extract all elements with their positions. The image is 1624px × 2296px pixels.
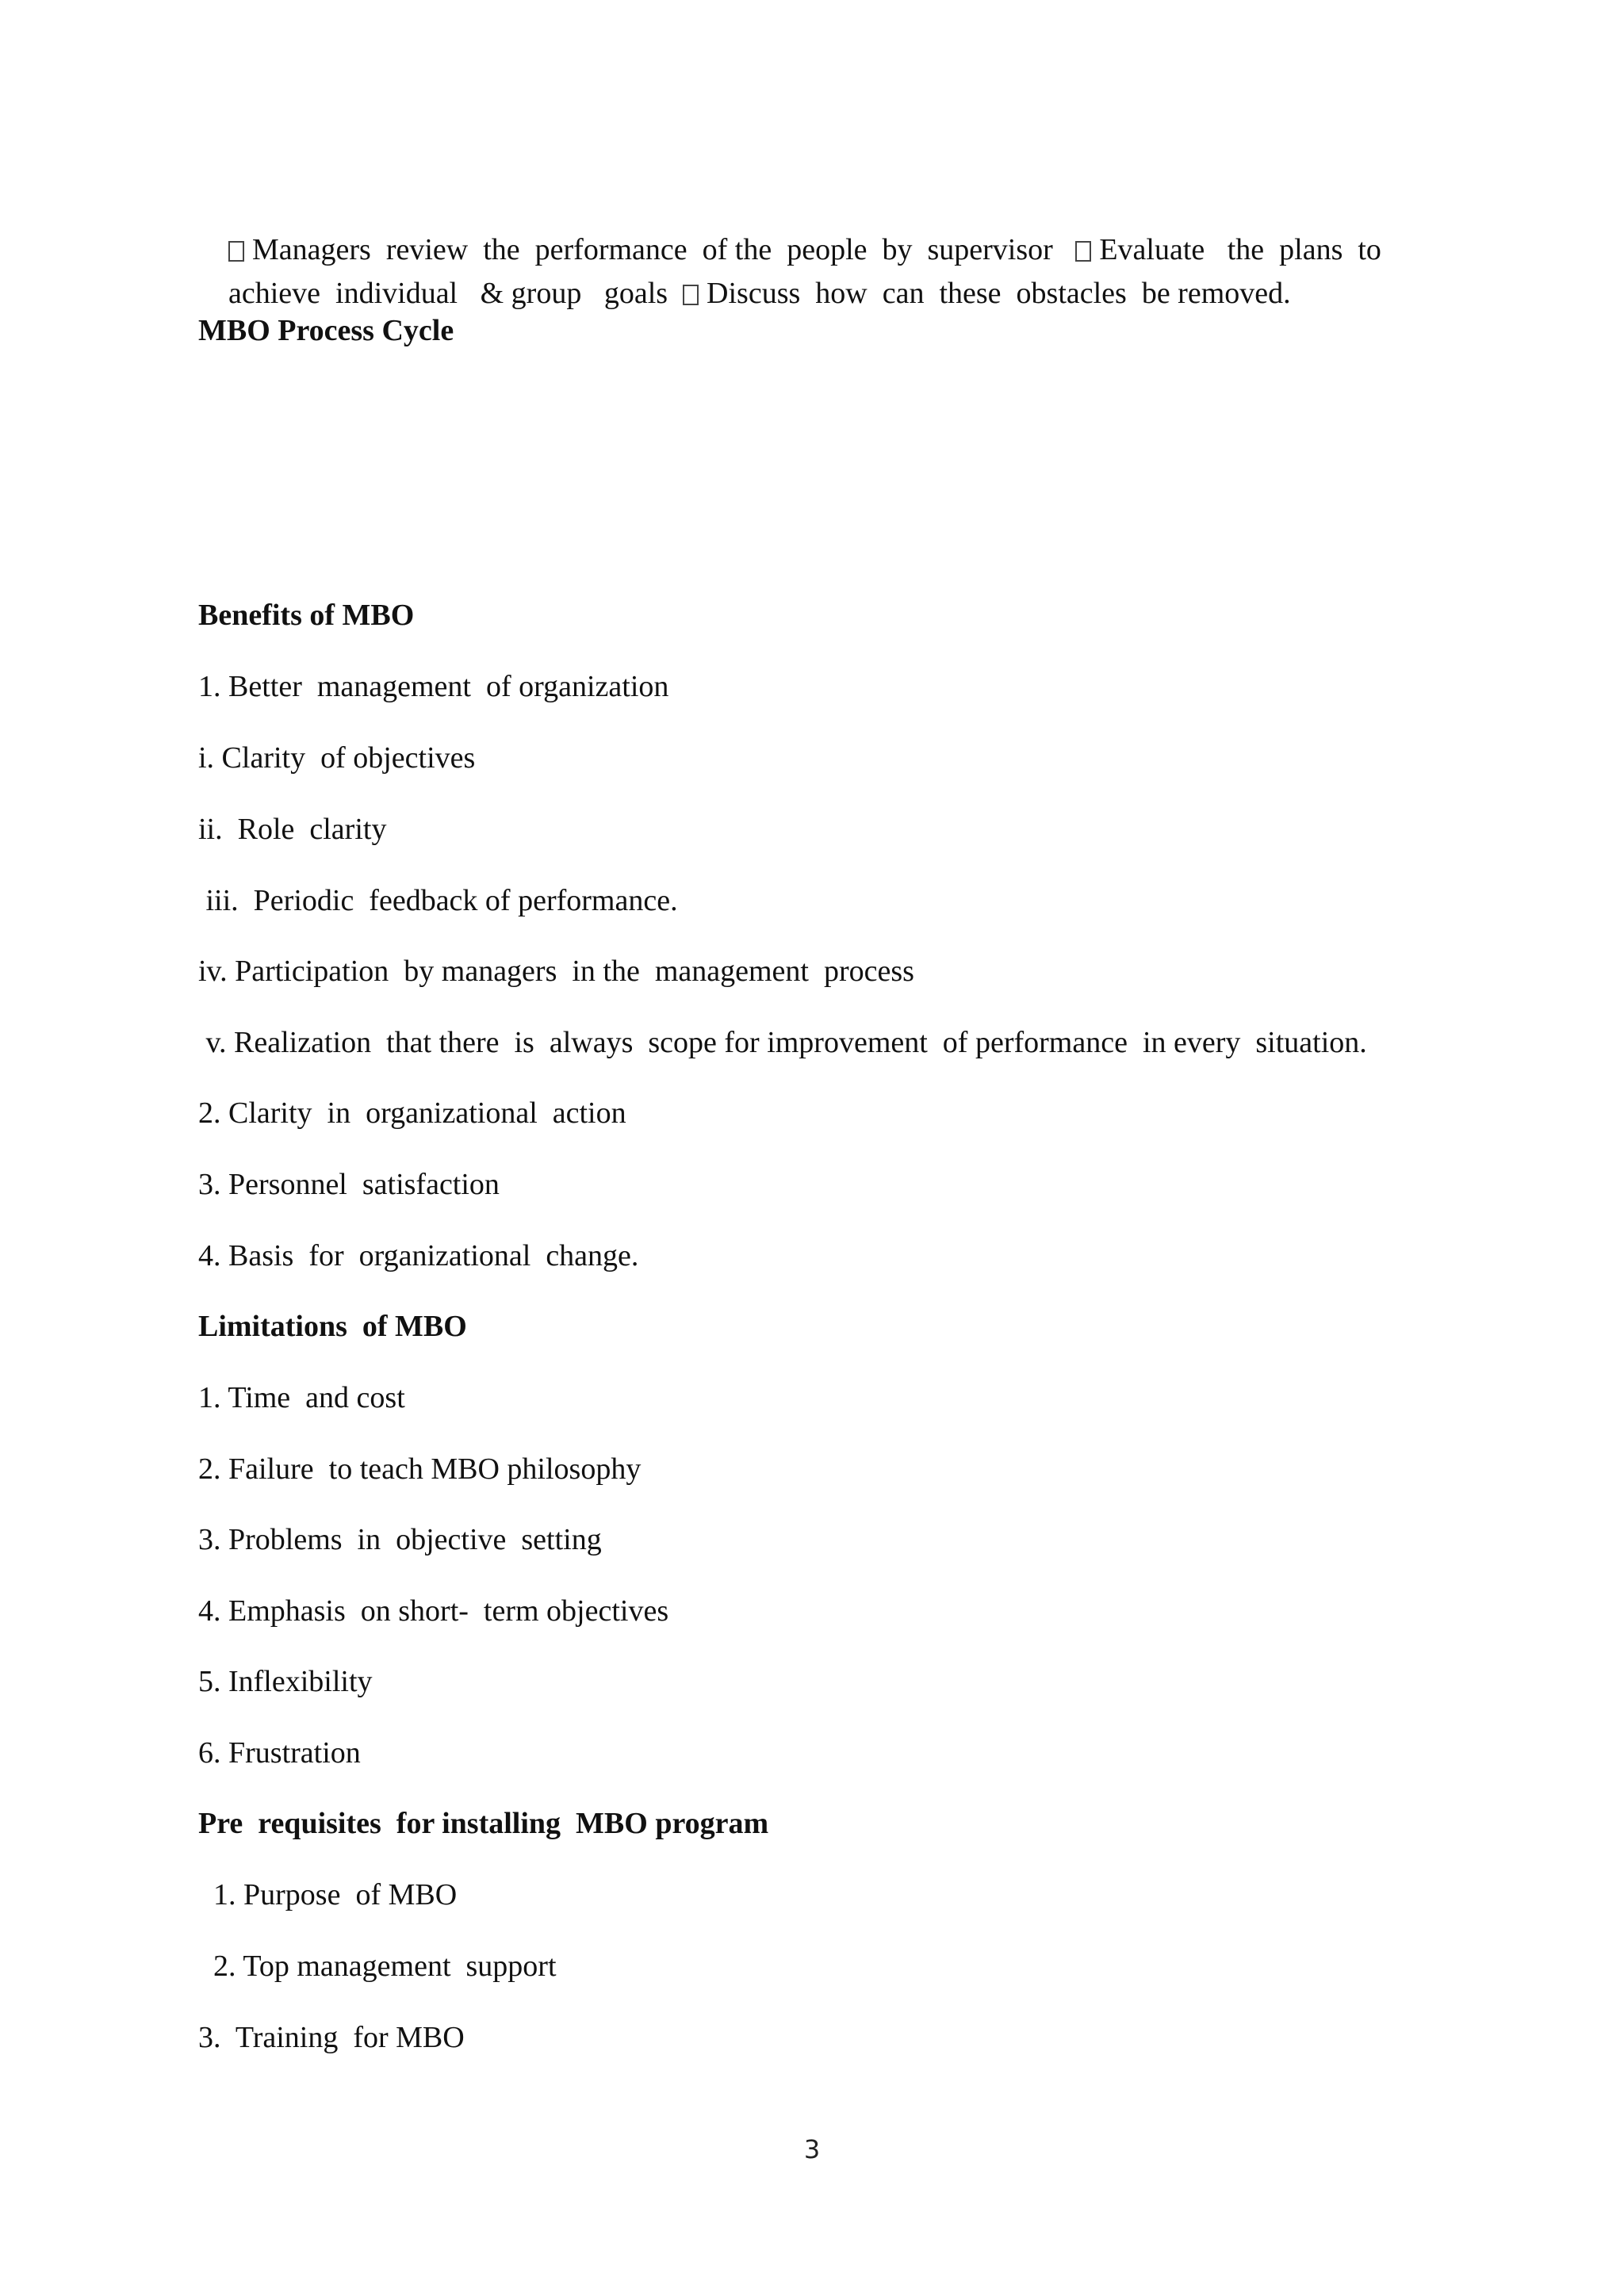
benefit-item: ii. Role clarity: [198, 813, 387, 846]
page-number: 3: [803, 2134, 821, 2164]
intro-text-2a: achieve individual & group goals: [228, 277, 668, 310]
intro-text-1a: Managers review the performance of the people by supervisor: [252, 233, 1053, 266]
benefit-item: 2. Clarity in organizational action: [198, 1096, 626, 1130]
limitation-item: 2. Failure to teach MBO philosophy: [198, 1452, 642, 1486]
limitation-item: 6. Frustration: [198, 1736, 361, 1770]
prerequisite-item: 1. Purpose of MBO: [198, 1878, 458, 1911]
benefit-item: 3. Personnel satisfaction: [198, 1168, 500, 1201]
intro-text-2b: Discuss how can these obstacles be removed.: [707, 277, 1291, 310]
prerequisite-item: 2. Top management support: [198, 1950, 557, 1983]
benefit-item: 4. Basis for organizational change.: [198, 1239, 639, 1272]
benefit-item: iii. Periodic feedback of performance.: [198, 884, 678, 917]
limitation-item: 5. Inflexibility: [198, 1665, 373, 1698]
limitation-item: 4. Emphasis on short- term objectives: [198, 1594, 669, 1628]
benefit-item: i. Clarity of objectives: [198, 741, 476, 775]
benefit-item: 1. Better management of organization: [198, 670, 669, 703]
cycle-heading: MBO Process Cycle: [198, 314, 454, 347]
prerequisite-item: 3. Training for MBO: [198, 2021, 465, 2054]
intro-text-1b: Evaluate the plans to: [1099, 233, 1381, 266]
limitation-item: 1. Time and cost: [198, 1381, 405, 1414]
benefit-item: v. Realization that there is always scope for improvement of performance in every situation.: [198, 1026, 1367, 1059]
benefits-heading: Benefits of MBO: [198, 599, 415, 632]
limitations-heading: Limitations of MBO: [198, 1310, 467, 1343]
prerequisites-heading: Pre requisites for installing MBO program: [198, 1807, 769, 1840]
bullet-box-icon: [683, 285, 699, 305]
limitation-item: 3. Problems in objective setting: [198, 1523, 602, 1556]
benefit-item: iv. Participation by managers in the management process: [198, 955, 914, 988]
